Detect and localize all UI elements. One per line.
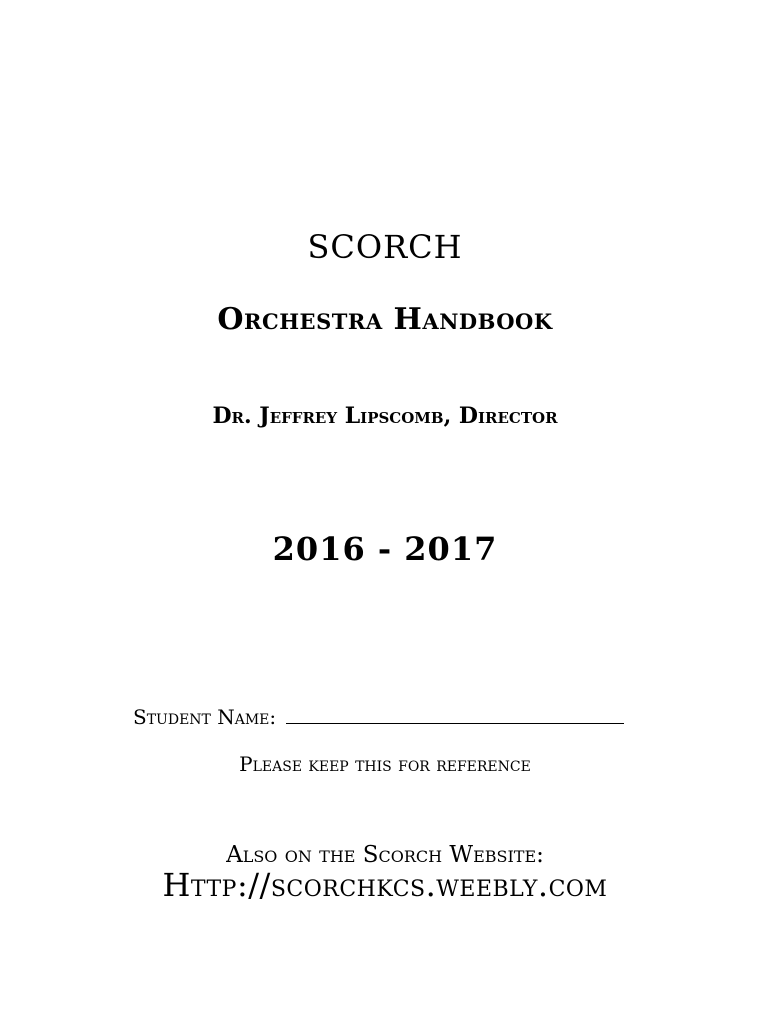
director-name: Dr. Jeffrey Lipscomb, Director [212, 403, 558, 429]
website-url: Http://scorchkcs.weebly.com [162, 866, 608, 904]
reference-note: Please keep this for reference [239, 752, 531, 776]
student-name-blank-line [286, 709, 624, 724]
cover-subtitle: Orchestra Handbook [217, 302, 553, 337]
website-label: Also on the Scorch Website: [226, 842, 544, 868]
school-year: 2016 - 2017 [272, 530, 498, 568]
student-name-row [133, 705, 653, 729]
cover-title: SCORCH [307, 228, 463, 266]
student-name-label: Student Name: [133, 705, 277, 729]
